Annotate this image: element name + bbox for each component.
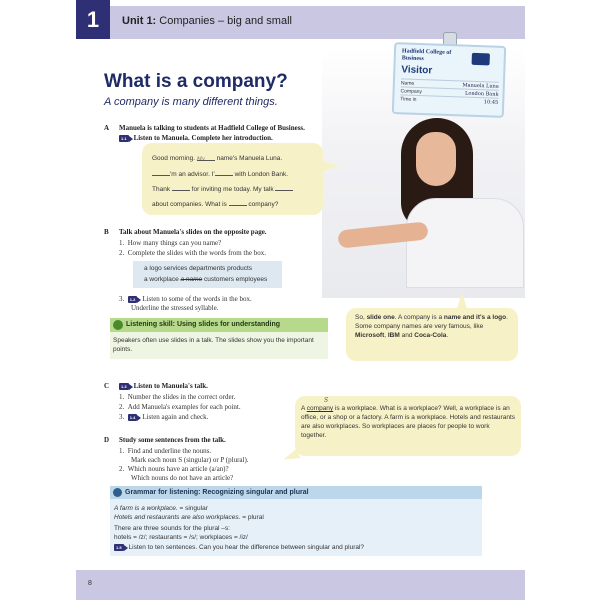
list-item: 2. Complete the slides with the words from the box. — [119, 249, 266, 257]
grammar-title: Grammar for listening: Recognizing singular and plural — [125, 489, 309, 496]
ear-icon — [113, 320, 123, 330]
gap-field[interactable] — [172, 185, 190, 191]
list-item: 1. Number the slides in the correct order. — [119, 393, 236, 401]
word-box-line-2: a workplace a name customers employees — [144, 276, 268, 283]
woman-photo-body — [406, 198, 524, 288]
listening-skill-title: Listening skill: Using slides for understanding — [126, 321, 281, 328]
audio-track-icon[interactable]: 1.5 — [116, 545, 122, 550]
gap-field[interactable] — [215, 170, 233, 176]
unit-number: 1 — [76, 0, 110, 39]
list-item: 1. How many things can you name? — [119, 239, 222, 247]
word-box-line-1: a logo services departments products — [144, 265, 253, 272]
list-item: Which nouns do not have an article? — [131, 474, 234, 482]
section-c-letter: C — [104, 382, 110, 390]
list-item-cont: Underline the stressed syllable. — [131, 304, 219, 312]
gap-field[interactable] — [152, 170, 170, 176]
grammar-line: Hotels and restaurants are also workplaces. = plural — [114, 514, 264, 521]
woman-photo-face — [416, 132, 456, 186]
section-a-heading: Manuela is talking to students at Hadfield College of Business. — [119, 124, 305, 132]
slide-one-text: So, slide one. A company is a name and it's a logo. Some company names are very famous, like Microsoft, IBM and Coca-Cola. — [355, 314, 508, 339]
list-item: 1. Find and underline the nouns. — [119, 447, 212, 455]
audio-track-icon[interactable]: 1.2 — [129, 296, 136, 302]
grammar-line: hotels = /z/; restaurants = /s/; workplaces = /iz/ — [114, 534, 248, 541]
grammar-line: A farm is a workplace. = singular — [114, 505, 208, 512]
grammar-line: 1.5 Listen to ten sentences. Can you hear the difference between singular and plural? — [116, 544, 365, 552]
page-subtitle: A company is many different things. — [104, 96, 278, 108]
speech-bubble-tail — [320, 160, 340, 172]
audio-track-icon[interactable]: 1.1 — [121, 135, 127, 141]
workplace-text: A company is a workplace. What is a workplace? Well, a workplace is an office, or a shop or a factory. A farm is a workplace. Hotels and restaurants are also workplaces. So workplaces are places for people to work together. — [301, 405, 516, 439]
badge-rows — [400, 78, 499, 105]
list-item: Mark each noun S (singular) or P (plural). — [131, 456, 249, 464]
list-item: 3. 1.4 Listen again and check. — [119, 413, 209, 421]
visitor-badge — [392, 42, 506, 118]
section-a-instruction: 1.1 Listen to Manuela. Complete her introduction. — [121, 134, 273, 142]
badge-row: Company London Bank — [400, 88, 499, 98]
intro-line-4: about companies. What is company? — [152, 201, 279, 208]
section-d-letter: D — [104, 436, 110, 444]
list-item: 2. Which nouns have an article (a/an)? — [119, 465, 229, 473]
audio-track-icon[interactable]: 1.3 — [121, 383, 127, 389]
college-logo-icon — [472, 53, 490, 66]
badge-row: Time in 10:45 — [400, 96, 499, 106]
gap-field[interactable] — [275, 185, 293, 191]
list-item: 3. 1.2 Listen to some of the words in the box. — [119, 295, 252, 303]
grammar-line: There are three sounds for the plural –s: — [114, 525, 230, 532]
unit-title: Unit 1: Companies – big and small — [122, 15, 292, 27]
list-item: 2. Add Manuela's examples for each point. — [119, 403, 241, 411]
gap-field[interactable]: My — [197, 155, 215, 161]
section-b-letter: B — [104, 228, 109, 236]
footer-band — [76, 570, 525, 600]
grammar-icon — [113, 488, 122, 497]
section-a-letter: A — [104, 124, 110, 132]
page-title: What is a company? — [104, 71, 288, 92]
gap-field[interactable] — [229, 200, 247, 206]
badge-row: Name Manuela Luna — [400, 80, 499, 90]
section-c-heading: 1.3 Listen to Manuela's talk. — [121, 382, 208, 390]
speech-bubble-tail — [282, 449, 301, 465]
textbook-page — [76, 0, 525, 600]
intro-line-1: Good morning. My name's Manuela Luna. — [152, 155, 283, 162]
badge-college: Hadfield College of Business — [401, 48, 452, 63]
section-b-heading: Talk about Manuela's slides on the opposite page. — [119, 228, 267, 236]
badge-visitor: Visitor — [401, 64, 433, 77]
intro-line-3: Thank for inviting me today. My talk — [152, 185, 317, 193]
section-d-heading: Study some sentences from the talk. — [119, 436, 226, 444]
intro-line-2: 'm an advisor. I' with London Bank. — [152, 170, 317, 178]
singular-mark: S — [324, 397, 329, 404]
listening-skill-text: Speakers often use slides in a talk. The slides show you the important points. — [113, 337, 314, 353]
page-number: 8 — [88, 580, 92, 587]
audio-track-icon[interactable]: 1.4 — [129, 414, 136, 420]
